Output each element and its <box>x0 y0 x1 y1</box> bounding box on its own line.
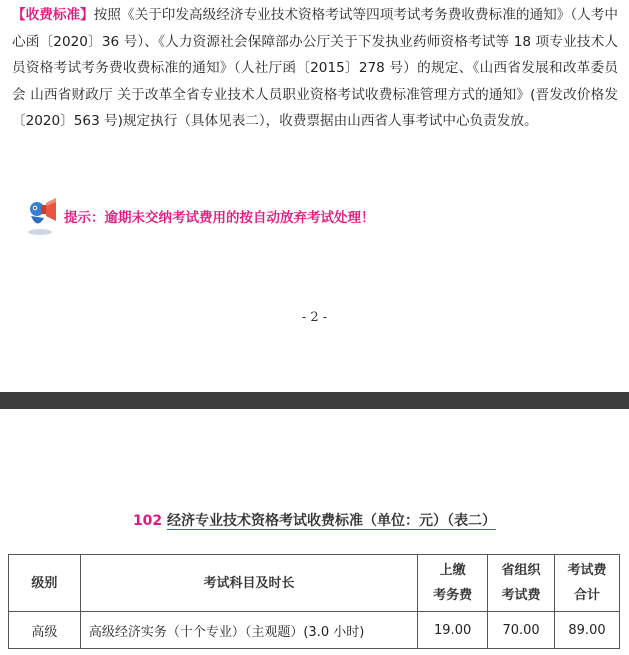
cell-level: 高级 <box>9 612 81 649</box>
megaphone-icon <box>24 196 58 236</box>
header-subject: 考试科目及时长 <box>80 555 417 612</box>
page-separator <box>0 392 629 409</box>
header-total <box>555 555 620 612</box>
cell-subject: 高级经济实务（十个专业）（主观题）(3.0 小时) <box>80 612 417 649</box>
table-row <box>9 612 620 649</box>
header-province-fee <box>488 555 555 612</box>
header-province-fee-line1: 省组织 <box>501 563 541 578</box>
fee-table <box>8 554 620 649</box>
tip-text: 逾期未交纳考试费用的按自动放弃考试处理！ <box>104 210 375 226</box>
page-number: - 2 - <box>301 310 328 325</box>
table-title <box>0 510 629 530</box>
header-upper-fee <box>418 555 488 612</box>
cell-total: 89.00 <box>555 612 620 649</box>
fee-standard-label: 【收费标准】 <box>12 7 94 23</box>
header-total-line2: 合计 <box>574 588 601 603</box>
tip-notice <box>24 196 375 236</box>
cell-upper-fee: 19.00 <box>418 612 488 649</box>
header-upper-fee-line2: 考务费 <box>433 588 473 603</box>
table-title-text: 经济专业技术资格考试收费标准（单位：元）（表二） <box>167 513 497 529</box>
tip-label: 提示： <box>64 210 105 226</box>
table-number: 102 <box>132 513 163 529</box>
fee-standard-paragraph <box>12 2 618 135</box>
cell-province-fee: 70.00 <box>488 612 555 649</box>
header-level: 级别 <box>9 555 81 612</box>
header-total-line1: 考试费 <box>567 563 607 578</box>
fee-standard-text: 按照《关于印发高级经济专业技术资格考试等四项考试考务费收费标准的通知》（人考中心函〔2020〕36 号）、《人力资源社会保障部办公厅关于下发执业药师资格考试等 18 项专业技术人员资格考试考务费收费标准的通知》（人社厅函〔2015〕278 号）的规定、《山西省发展和改革委员会 山西省财政厅 关于改革全省专业技术人员职业资格考试收费标准管理方式的通知》(晋发改价格发〔2020〕563 号)规定执行（具体见表二），收费票据由山西省人事考试中心负责发放。 <box>12 7 619 129</box>
header-province-fee-line2: 考试费 <box>501 588 541 603</box>
header-upper-fee-line1: 上缴 <box>439 563 466 578</box>
table-header-row <box>9 555 620 612</box>
